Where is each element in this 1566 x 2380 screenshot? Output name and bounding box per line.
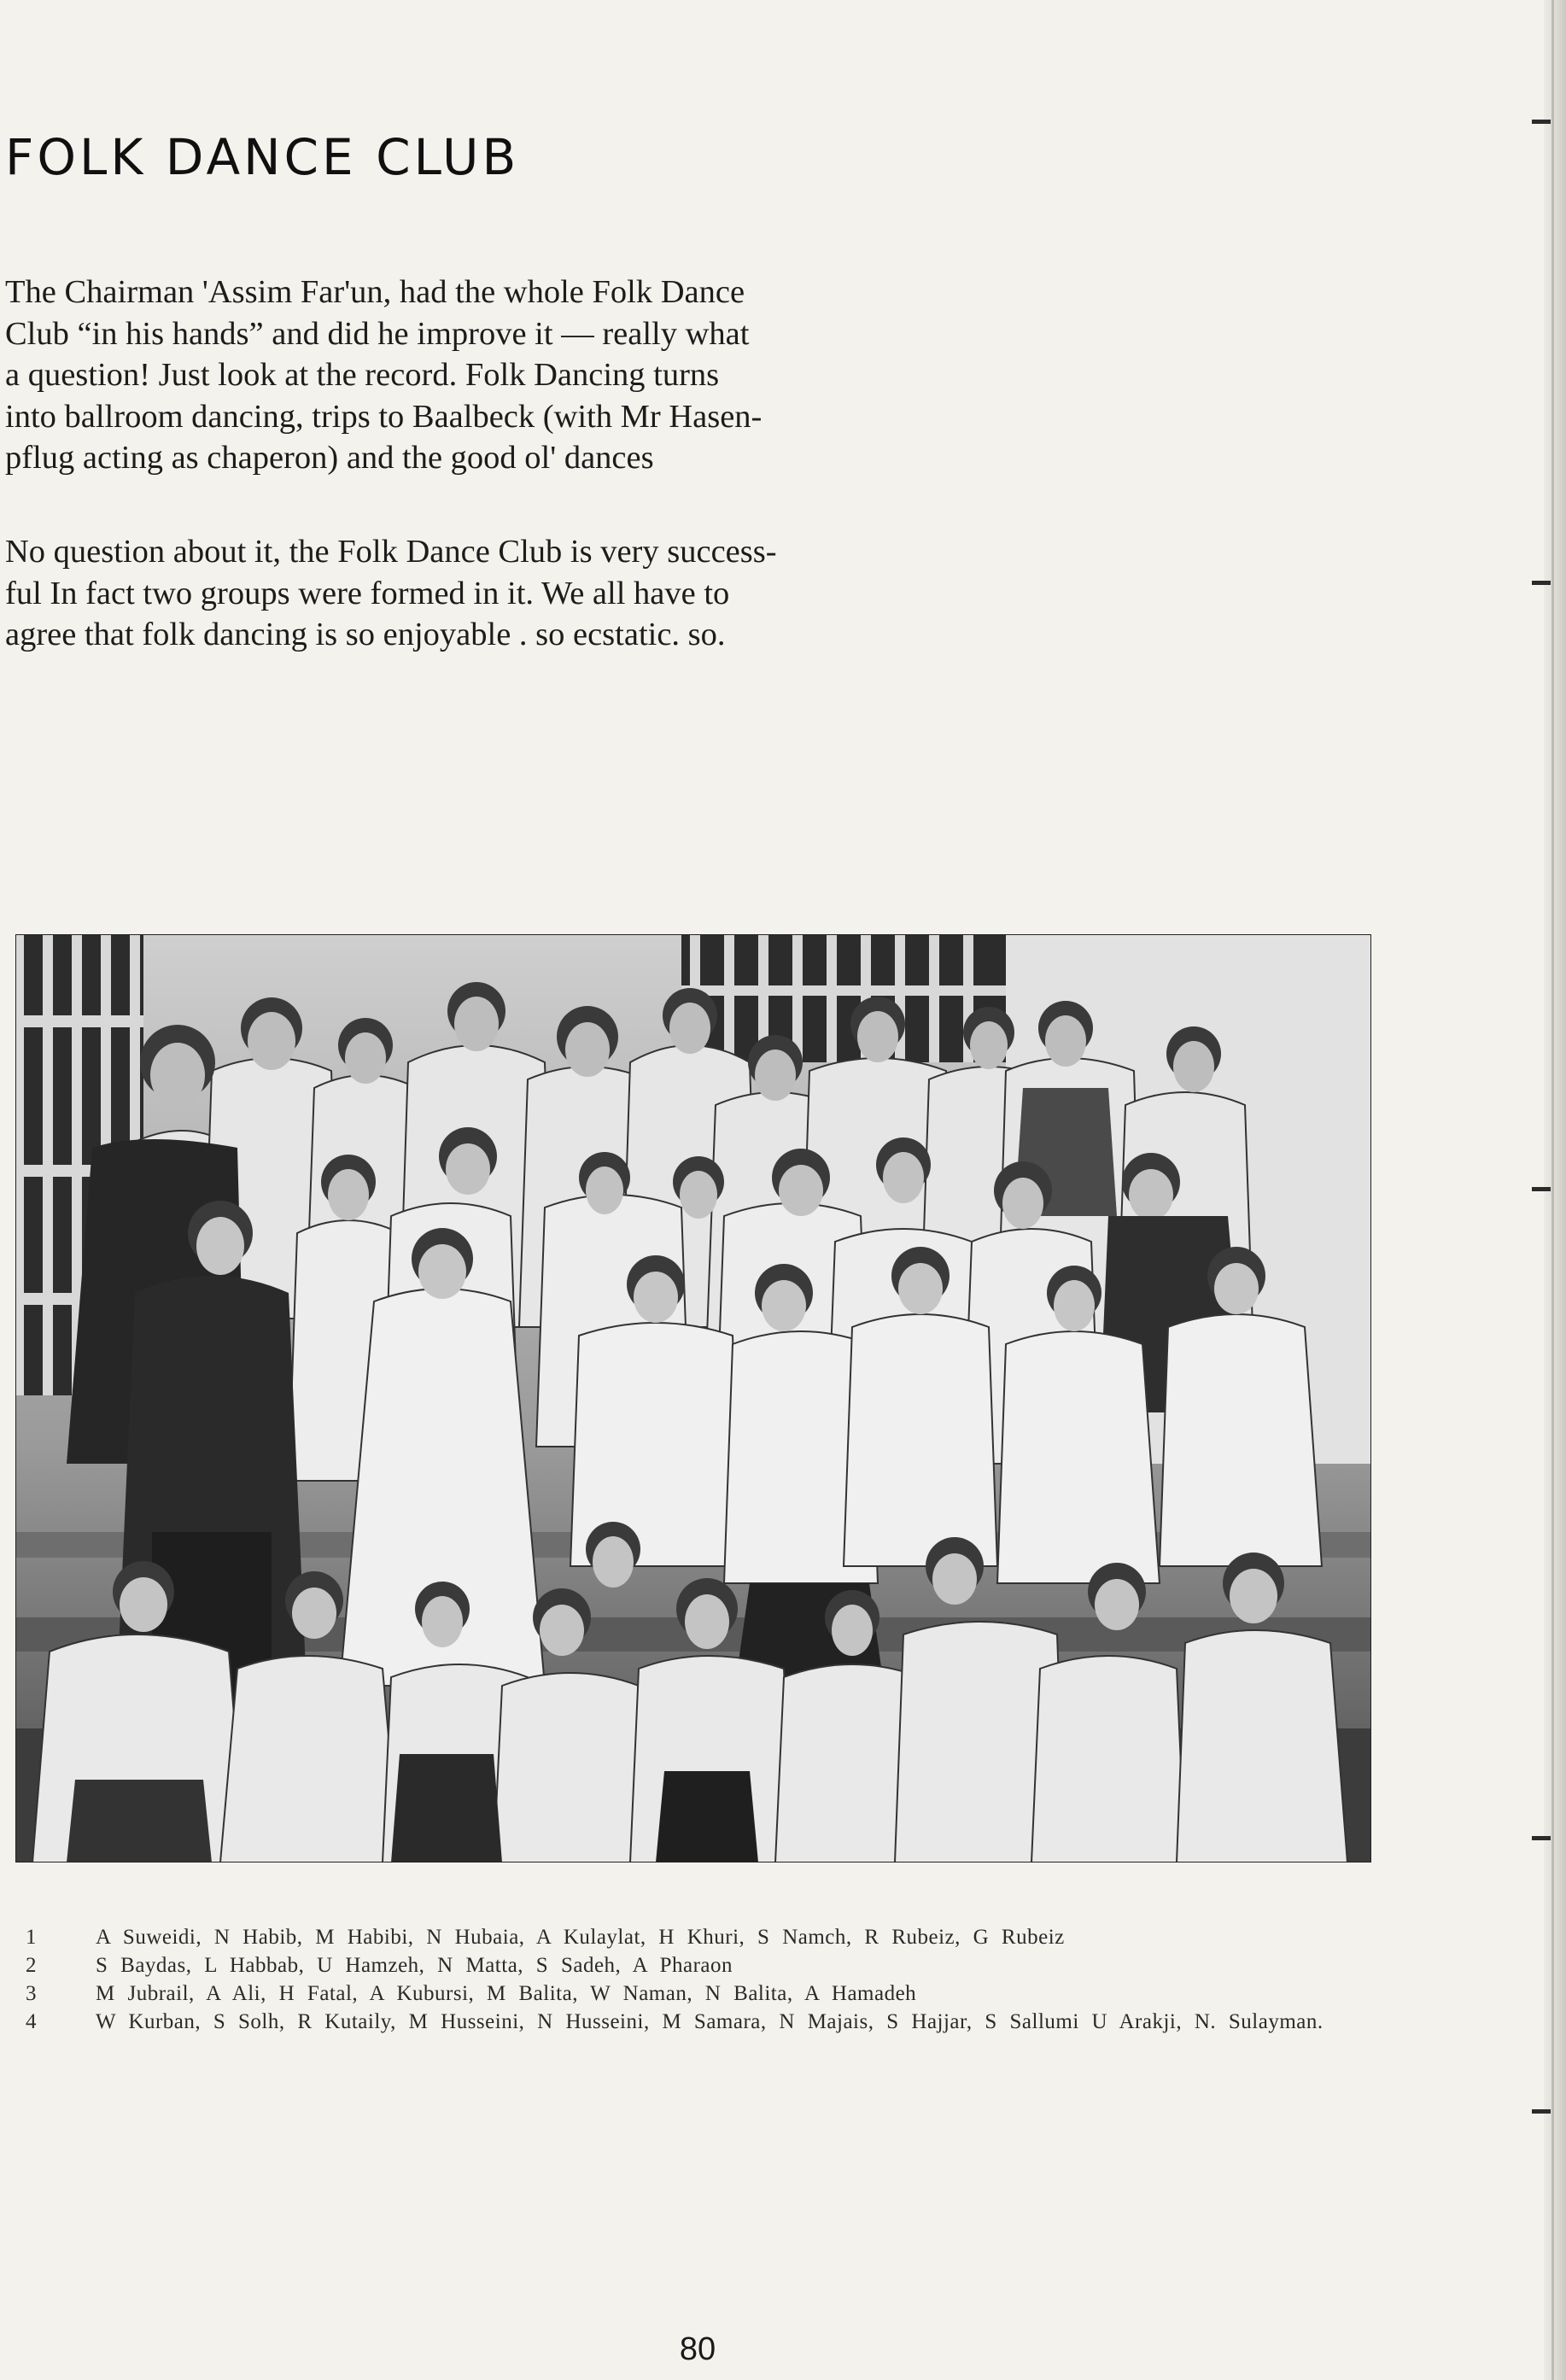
caption-row xyxy=(26,1979,1358,2008)
paragraph-line: The Chairman 'Assim Far'un, had the whole Folk Dance xyxy=(5,274,745,310)
caption-row xyxy=(26,2008,1358,2036)
paragraph-line: Club “in his hands” and did he improve it — really what xyxy=(5,315,750,352)
photo-caption xyxy=(26,1923,1358,2036)
paragraph-line: pflug acting as chaperon) and the good ol' dances xyxy=(5,440,654,476)
group-photo xyxy=(15,934,1371,1862)
caption-row-names: S Baydas, L Habbab, U Hamzeh, N Matta, S Sadeh, A Pharaon xyxy=(96,1954,733,1977)
caption-row xyxy=(26,1923,1358,1951)
page-edge-line xyxy=(1551,0,1554,2380)
caption-row-names: A Suweidi, N Habib, M Habibi, N Hubaia, A Kulaylat, H Khuri, S Namch, R Rubeiz, G Rubeiz xyxy=(96,1926,1065,1949)
paragraph-line: agree that folk dancing is so enjoyable . so ecstatic. so. xyxy=(5,617,726,652)
paragraph-line: No question about it, the Folk Dance Club is very success- xyxy=(5,534,777,570)
caption-row-number: 3 xyxy=(26,1982,37,2005)
page-edge-mark xyxy=(1532,1836,1551,1840)
caption-row-number: 1 xyxy=(26,1926,37,1949)
page-edge-mark xyxy=(1532,581,1551,585)
page-edge-mark xyxy=(1532,1187,1551,1191)
paragraph-2 xyxy=(5,531,919,656)
page-title: FOLK DANCE CLUB xyxy=(5,128,520,186)
caption-row-names: M Jubrail, A Ali, H Fatal, A Kubursi, M Balita, W Naman, N Balita, A Hamadeh xyxy=(96,1982,917,2005)
caption-row-number: 4 xyxy=(26,2010,37,2033)
caption-row-names: W Kurban, S Solh, R Kutaily, M Husseini, N Husseini, M Samara, N Majais, S Hajjar, S Sallumi U Arakji, N. Sulayman. xyxy=(96,2010,1324,2033)
paragraph-line: ful In fact two groups were formed in it. We all have to xyxy=(5,575,730,611)
caption-row-number: 2 xyxy=(26,1954,37,1977)
paragraph-line: a question! Just look at the record. Folk Dancing turns xyxy=(5,357,720,393)
group-photo-image xyxy=(15,934,1371,1862)
page-number: 80 xyxy=(679,2331,716,2367)
page-edge-mark xyxy=(1532,2109,1551,2114)
paragraph-line: into ballroom dancing, trips to Baalbeck (with Mr Hasen- xyxy=(5,398,763,435)
caption-row xyxy=(26,1951,1358,1979)
paragraph-1 xyxy=(5,272,919,479)
page-edge-mark xyxy=(1532,120,1551,124)
